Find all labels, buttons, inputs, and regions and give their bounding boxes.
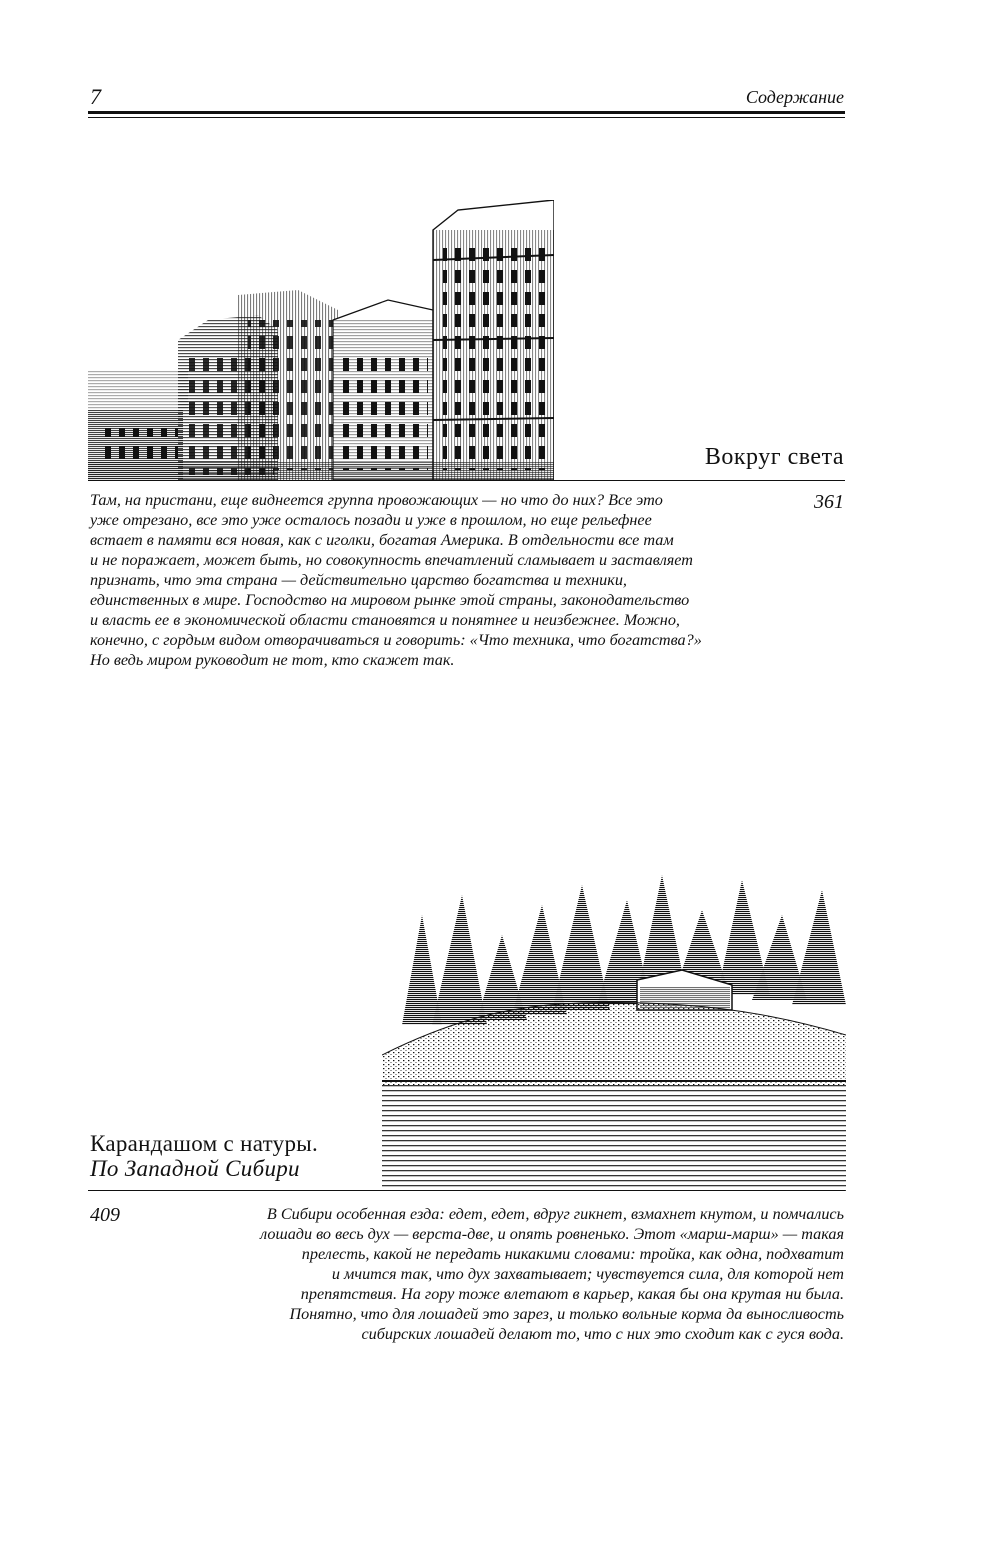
section-page-number: 409 [90,1204,120,1226]
excerpt-line: единственных в мире. Господство на мировом рынке этой страны, законодательство [90,591,690,609]
excerpt-line: и мчится так, что дух захватывает; чувствуется сила, для которой нет [331,1265,844,1283]
running-head: Содержание [745,87,844,107]
section-page-number: 361 [814,491,844,513]
excerpt-line: признать, что эта страна — действительно царство богатства и техники, [90,571,627,589]
excerpt-line: Но ведь миром руководит не тот, кто скажет так. [90,651,455,669]
river-forest-illustration [382,875,846,1191]
section-excerpt [90,490,790,670]
section-subtitle: По Западной Сибири [90,1156,300,1181]
excerpt-line: препятствия. На гору тоже влетают в карьер, какая бы она крутая ни была. [300,1285,844,1303]
header-rule [88,111,845,114]
section-title: Карандашом с натуры. [90,1131,319,1156]
header-rule-thin [88,117,845,118]
section-rule [88,1190,845,1191]
excerpt-line: и власть ее в экономической области становятся и понятнее и неизбежнее. Можно, [90,611,680,629]
section-title: Вокруг света [704,444,844,470]
page-number: 7 [90,84,101,109]
city-street-illustration [88,200,554,480]
excerpt-line: лошади во весь дух — верста-две, и опять ровненько. Этот «марш-марш» — такая [260,1225,844,1243]
section-excerpt [124,1204,844,1344]
excerpt-line: Понятно, что для лошадей это зарез, и только вольные корма да выносливость [289,1305,844,1323]
excerpt-line: уже отрезано, все это уже осталось позади и уже в прошлом, но еще рельефнее [90,511,652,529]
excerpt-line: и не поражает, может быть, но совокупность впечатлений сламывает и заставляет [90,551,693,569]
excerpt-line: сибирских лошадей делают то, что с них это сходит как с гуся вода. [361,1325,844,1343]
excerpt-line: Там, на пристани, еще виднеется группа провожающих — но что до них? Все это [90,491,663,509]
excerpt-line: встает в памяти вся новая, как с иголки, богатая Америка. В отдельности все там [90,531,674,549]
section-rule [88,480,845,481]
excerpt-line: прелесть, какой не передать никакими словами: тройка, как одна, подхватит [301,1245,844,1263]
excerpt-line: В Сибири особенная езда: едет, едет, вдруг гикнет, взмахнет кнутом, и помчались [266,1205,844,1223]
excerpt-line: конечно, с гордым видом отворачиваться и говорить: «Что техника, что богатства?» [90,631,702,649]
